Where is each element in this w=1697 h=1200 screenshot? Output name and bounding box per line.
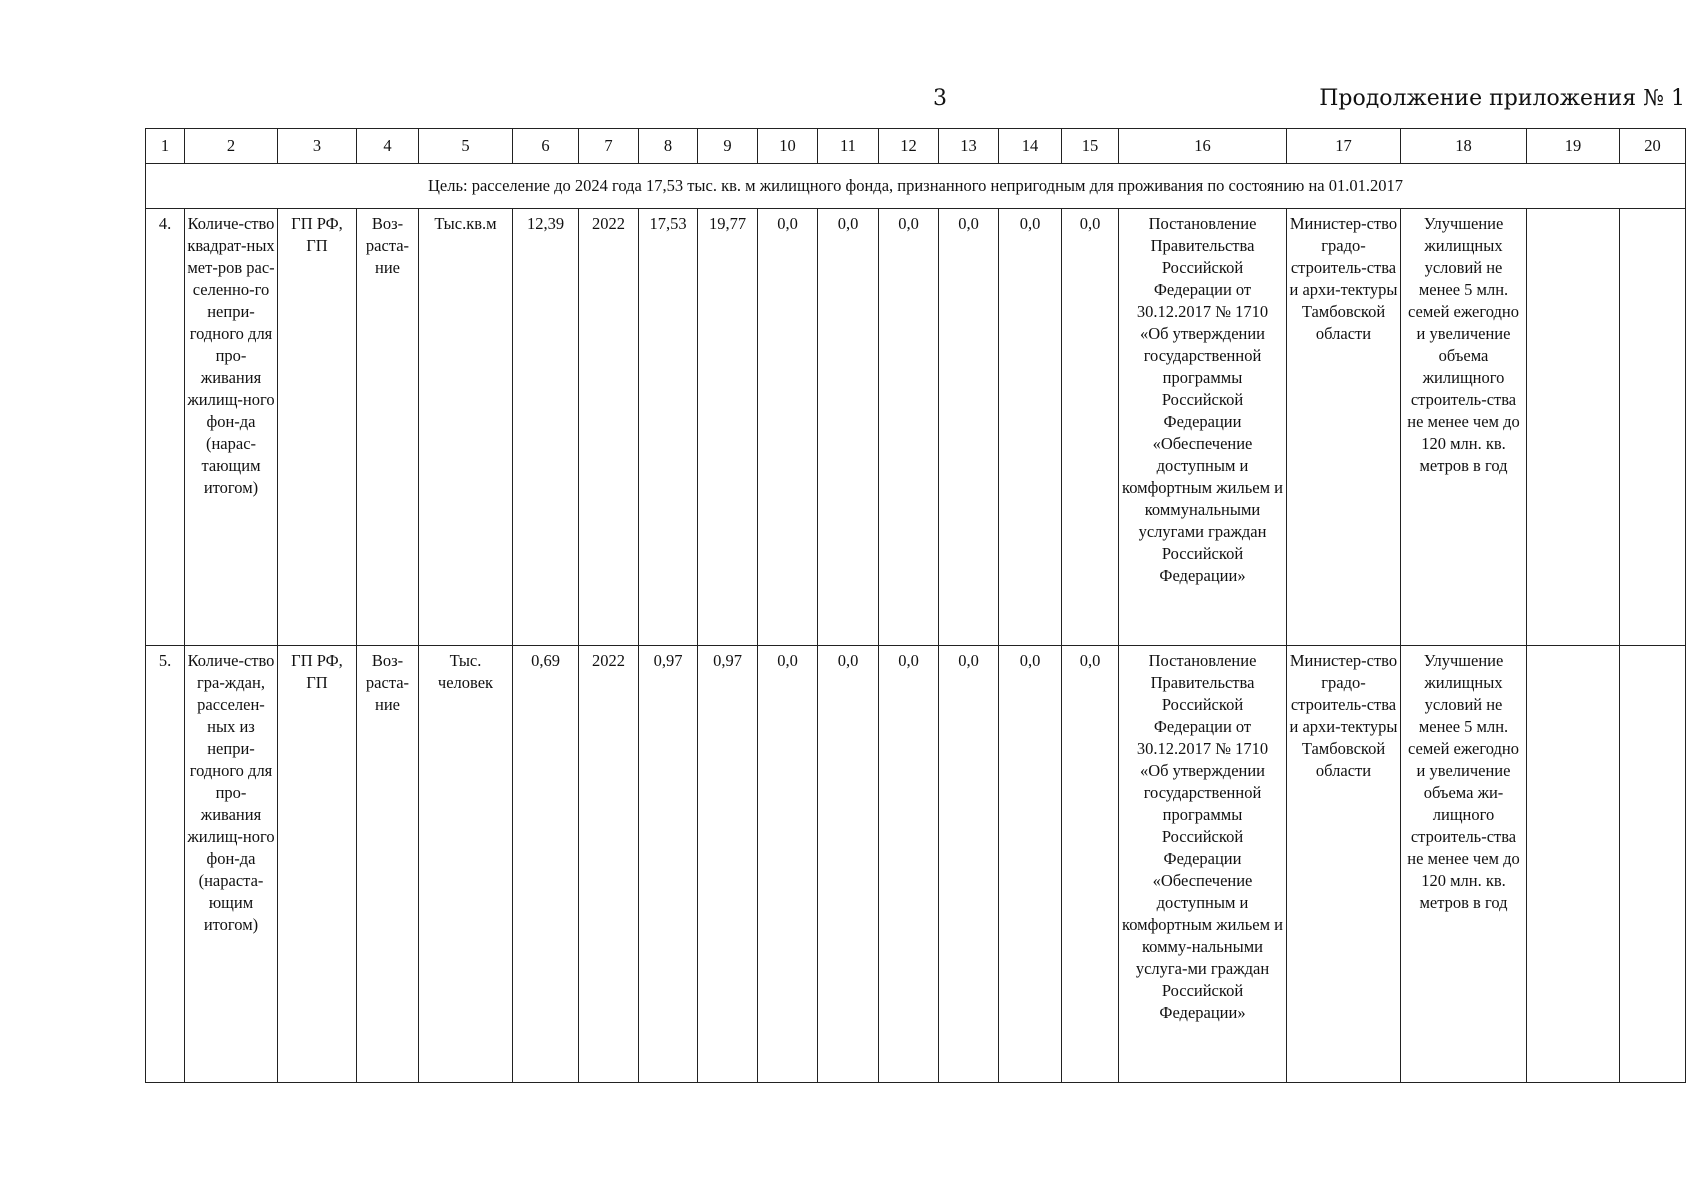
row-number: 4. [146, 209, 185, 646]
indicator-trend: Воз-раста-ние [357, 646, 419, 1083]
value-cell: 0,0 [818, 209, 879, 646]
empty-cell [1620, 209, 1686, 646]
appendix-continuation-label: Продолжение приложения № 1 [1319, 86, 1685, 111]
column-header: 19 [1527, 129, 1620, 164]
page-number: 3 [933, 86, 947, 111]
value-cell: 0,0 [939, 209, 999, 646]
column-header: 4 [357, 129, 419, 164]
value-cell: 0,0 [1062, 646, 1119, 1083]
column-header: 13 [939, 129, 999, 164]
column-header: 12 [879, 129, 939, 164]
goal-text: Цель: расселение до 2024 года 17,53 тыс. кв. м жилищного фонда, признанного непригодным для проживания по состоянию на 01.01.2017 [146, 164, 1686, 209]
value-cell: 0,97 [639, 646, 698, 1083]
base-value: 12,39 [513, 209, 579, 646]
value-cell: 19,77 [698, 209, 758, 646]
empty-cell [1527, 646, 1620, 1083]
empty-cell [1620, 646, 1686, 1083]
indicator-level: ГП РФ, ГП [278, 209, 357, 646]
expected-result: Улучшение жилищных условий не менее 5 млн. семей ежегодно и увеличение объема жилищного строитель-ства не менее чем до 120 млн. кв. метров в год [1401, 209, 1527, 646]
column-header: 16 [1119, 129, 1287, 164]
value-cell: 0,0 [1062, 209, 1119, 646]
unit-of-measure: Тыс. человек [419, 646, 513, 1083]
base-year: 2022 [579, 646, 639, 1083]
regulatory-document: Постановление Правительства Российской Федерации от 30.12.2017 № 1710 «Об утверждении государственной программы Российской Федерации «Обеспечение доступным и комфортным жильем и коммунальными услугами граждан Российской Федерации» [1119, 209, 1287, 646]
column-header: 17 [1287, 129, 1401, 164]
indicators-table [145, 128, 1686, 1083]
indicator-name: Количе-ство квадрат-ных мет-ров рас-селенно-го непри-годного для про-живания жилищ-ного фон-да (нарас-тающим итогом) [185, 209, 278, 646]
column-header: 3 [278, 129, 357, 164]
empty-cell [1527, 209, 1620, 646]
indicator-trend: Воз-раста-ние [357, 209, 419, 646]
row-number: 5. [146, 646, 185, 1083]
value-cell: 0,0 [999, 209, 1062, 646]
value-cell: 0,0 [758, 646, 818, 1083]
value-cell: 0,0 [939, 646, 999, 1083]
column-header: 14 [999, 129, 1062, 164]
column-header: 1 [146, 129, 185, 164]
column-header: 18 [1401, 129, 1527, 164]
column-header: 5 [419, 129, 513, 164]
regulatory-document: Постановление Правительства Российской Федерации от 30.12.2017 № 1710 «Об утверждении государственной программы Российской Федерации «Обеспечение доступным и комфортным жильем и комму-нальными услуга-ми граждан Российской Федерации» [1119, 646, 1287, 1083]
value-cell: 0,0 [758, 209, 818, 646]
column-header: 9 [698, 129, 758, 164]
column-header: 10 [758, 129, 818, 164]
column-header: 2 [185, 129, 278, 164]
value-cell: 0,0 [879, 209, 939, 646]
responsible-body: Министер-ство градо-строитель-ства и архи-тектуры Тамбовской области [1287, 209, 1401, 646]
column-number-row [146, 129, 1686, 164]
column-header: 8 [639, 129, 698, 164]
unit-of-measure: Тыс.кв.м [419, 209, 513, 646]
value-cell: 0,0 [879, 646, 939, 1083]
base-year: 2022 [579, 209, 639, 646]
goal-row [146, 164, 1686, 209]
table-row [146, 209, 1686, 646]
responsible-body: Министер-ство градо-строитель-ства и архи-тектуры Тамбовской области [1287, 646, 1401, 1083]
column-header: 15 [1062, 129, 1119, 164]
expected-result: Улучшение жилищных условий не менее 5 млн. семей ежегодно и увеличение объема жи-лищного строитель-ства не менее чем до 120 млн. кв. метров в год [1401, 646, 1527, 1083]
value-cell: 0,0 [818, 646, 879, 1083]
column-header: 11 [818, 129, 879, 164]
value-cell: 0,0 [999, 646, 1062, 1083]
column-header: 7 [579, 129, 639, 164]
column-header: 20 [1620, 129, 1686, 164]
column-header: 6 [513, 129, 579, 164]
value-cell: 0,97 [698, 646, 758, 1083]
indicator-name: Количе-ство гра-ждан, расселен-ных из непри-годного для про-живания жилищ-ного фон-да (нараста-ющим итогом) [185, 646, 278, 1083]
value-cell: 17,53 [639, 209, 698, 646]
table-row [146, 646, 1686, 1083]
base-value: 0,69 [513, 646, 579, 1083]
indicator-level: ГП РФ, ГП [278, 646, 357, 1083]
